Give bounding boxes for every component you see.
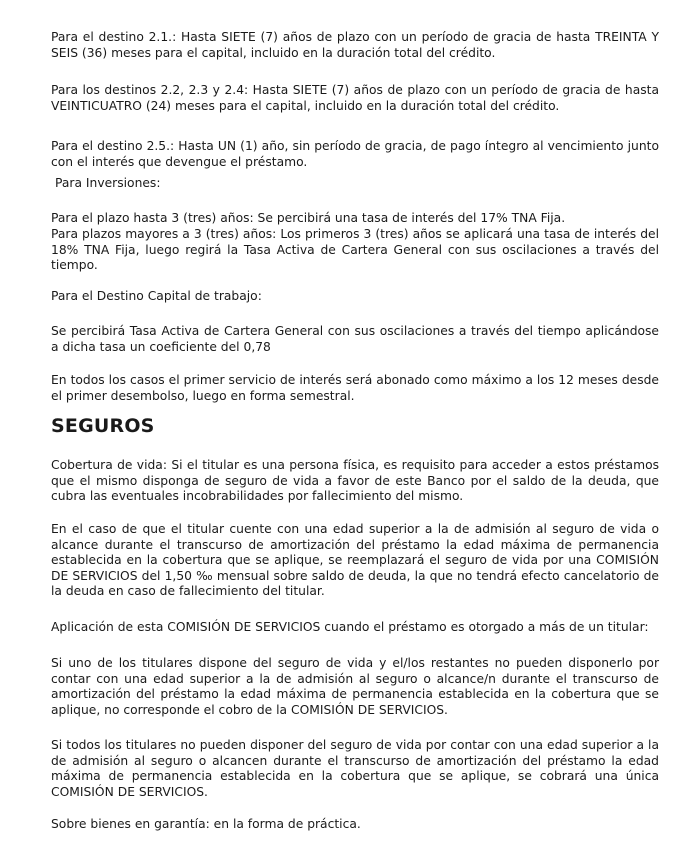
paragraph-destino-2-1: Para el destino 2.1.: Hasta SIETE (7) años de plazo con un período de gracia de hasta TREINTA Y SEIS (36) meses para el capital, incluido en la duración total del crédito. xyxy=(51,30,659,60)
paragraph-tasa-activa: Se percibirá Tasa Activa de Cartera General con sus oscilaciones a través del tiempo aplicándose a dicha tasa un coeficiente del 0,78 xyxy=(51,324,659,354)
paragraph-todos-los-titulares: Si todos los titulares no pueden disponer del seguro de vida por contar con una edad superior a la de admisión al seguro o alcancen durante el transcurso de amortización del préstamo la edad máxima de permanencia establecida en la cobertura que se aplique, se cobrará una única COMISIÓN DE SERVICIOS. xyxy=(51,738,659,799)
paragraph-destino-2-5: Para el destino 2.5.: Hasta UN (1) año, sin período de gracia, de pago íntegro al vencimiento junto con el interés que devengue el préstamo. xyxy=(51,139,659,169)
paragraph-edad-superior: En el caso de que el titular cuente con una edad superior a la de admisión al seguro de vida o alcance durante el transcurso de amortización del préstamo la edad máxima de permanencia establecida en la cobertura que se aplique, se reemplazará el seguro de vida por una COMISIÓN DE SERVICIOS del 1,50 ‰ mensual sobre saldo de deuda, la que no tendrá efecto cancelatorio de la deuda en caso de fallecimiento del titular. xyxy=(51,522,659,598)
paragraph-primer-servicio: En todos los casos el primer servicio de interés será abonado como máximo a los 12 meses desde el primer desembolso, luego en forma semestral. xyxy=(51,373,659,403)
section-heading-seguros: SEGUROS xyxy=(51,415,155,437)
paragraph-destinos-2-2-2-4: Para los destinos 2.2, 2.3 y 2.4: Hasta SIETE (7) años de plazo con un período de gracia de hasta VEINTICUATRO (24) meses para el capital, incluido en la duración total del crédito. xyxy=(51,83,659,113)
paragraph-inversiones-label: Para Inversiones: xyxy=(55,176,161,190)
paragraph-capital-trabajo-label: Para el Destino Capital de trabajo: xyxy=(51,289,262,303)
paragraph-bienes-garantia: Sobre bienes en garantía: en la forma de práctica. xyxy=(51,817,361,831)
paragraph-plazos-mayores-3: Para plazos mayores a 3 (tres) años: Los primeros 3 (tres) años se aplicará una tasa de interés del 18% TNA Fija, luego regirá la Tasa Activa de Cartera General con sus oscilaciones a través del tiempo. xyxy=(51,227,659,272)
paragraph-plazo-hasta-3: Para el plazo hasta 3 (tres) años: Se percibirá una tasa de interés del 17% TNA Fija. xyxy=(51,211,566,225)
paragraph-uno-de-los-titulares: Si uno de los titulares dispone del seguro de vida y el/los restantes no pueden disponerlo por contar con una edad superior a la de admisión al seguro o alcance/n durante el transcurso de amortización del préstamo la edad máxima de permanencia establecida en la cobertura que se aplique, no corresponde el cobro de la COMISIÓN DE SERVICIOS. xyxy=(51,656,659,717)
paragraph-aplicacion-comision: Aplicación de esta COMISIÓN DE SERVICIOS cuando el préstamo es otorgado a más de un titular: xyxy=(51,620,649,634)
paragraph-cobertura-vida: Cobertura de vida: Si el titular es una persona física, es requisito para acceder a estos préstamos que el mismo disponga de seguro de vida a favor de este Banco por el saldo de la deuda, que cubra las eventuales incobrabilidades por fallecimiento del mismo. xyxy=(51,458,659,503)
